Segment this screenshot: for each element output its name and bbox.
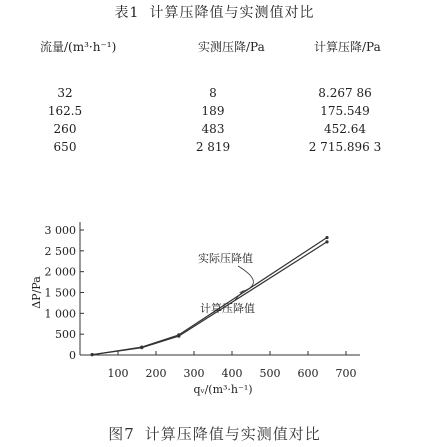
- x-tick-label: 200: [145, 367, 167, 380]
- table-cell: 260: [53, 122, 77, 136]
- y-tick-label: 1 000: [44, 307, 76, 321]
- data-point: [177, 335, 180, 338]
- series-label-leader-1: [238, 266, 253, 293]
- table-cell: 483: [201, 122, 225, 136]
- y-tick-label: 0: [69, 349, 76, 362]
- y-axis-label: ΔP/Pa: [30, 276, 43, 309]
- table-header-calculated: 计算压降/Pa: [314, 40, 381, 54]
- x-tick-label: 700: [335, 367, 357, 380]
- figure-caption-text: 计算压降值与实测值对比: [144, 425, 321, 443]
- series-label-1: 实际压降值: [198, 252, 253, 265]
- table-cell: 8: [209, 86, 217, 100]
- data-point: [325, 236, 328, 239]
- table-caption-text: 计算压降值与实测值对比: [149, 5, 315, 21]
- data-point: [325, 240, 328, 243]
- table-cell: 452.64: [324, 122, 366, 136]
- y-tick-label: 2 500: [44, 244, 76, 258]
- x-tick-label: 100: [107, 367, 129, 380]
- figure-caption-number: 图7: [108, 425, 135, 443]
- y-tick-label: 3 000: [44, 224, 76, 237]
- table-header-flow: 流量/(m³·h⁻¹): [40, 40, 117, 54]
- table-cell: 189: [201, 104, 225, 118]
- table-cell: 650: [53, 140, 77, 154]
- x-axis-label: qᵥ/(m³·h⁻¹): [193, 383, 253, 396]
- table-cell: 162.5: [47, 104, 83, 118]
- table-cell: 2 715.896 3: [308, 140, 382, 154]
- x-tick-label: 600: [297, 367, 319, 380]
- table-header-measured: 实测压降/Pa: [198, 40, 265, 54]
- y-tick-label: 1 500: [44, 286, 76, 300]
- y-tick-label: 500: [55, 328, 76, 342]
- table-cell: 175.549: [320, 104, 370, 118]
- y-tick-label: 2 000: [44, 265, 76, 279]
- x-tick-label: 300: [183, 367, 205, 380]
- figure-caption: [0, 423, 429, 444]
- x-tick-label: 500: [259, 367, 281, 380]
- data-point: [91, 353, 94, 356]
- series-label-2: 计算压降值: [200, 302, 255, 315]
- x-tick-label: 400: [221, 367, 243, 380]
- table-caption-number: 表1: [114, 5, 140, 21]
- table-cell: 2 819: [195, 140, 231, 154]
- table-cell: 8.267 86: [318, 86, 372, 100]
- data-point: [140, 346, 143, 349]
- table-cell: 32: [57, 86, 73, 100]
